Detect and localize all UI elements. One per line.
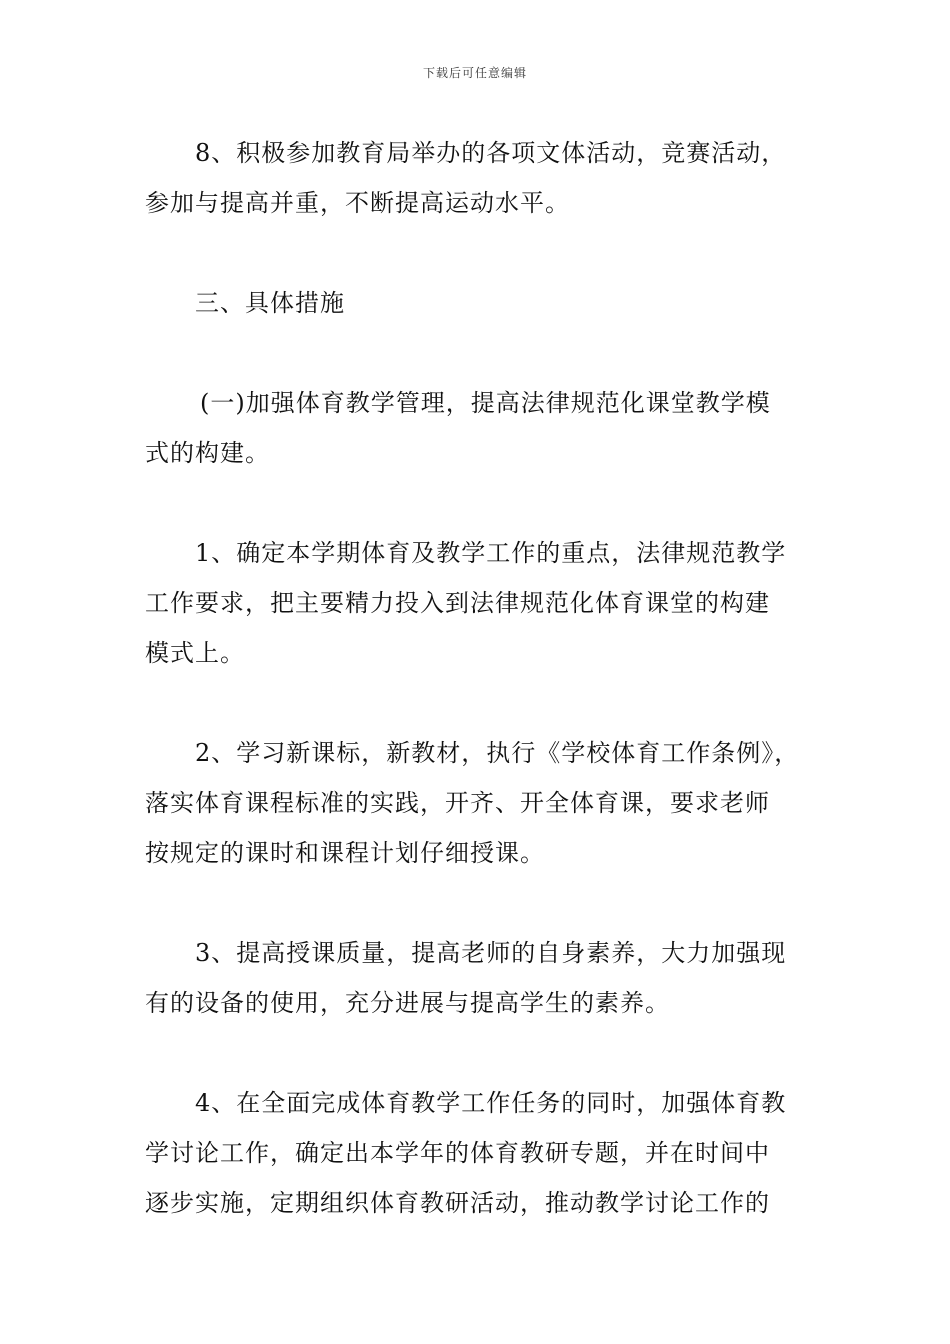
paragraph-item-8 <box>145 128 815 228</box>
text-line: 式的构建。 <box>145 439 270 467</box>
page-header: 下载后可任意编辑 <box>422 66 527 80</box>
subsection-heading-1 <box>145 378 815 478</box>
paragraph-item-3 <box>145 928 815 1028</box>
text-line: 按规定的课时和课程计划仔细授课。 <box>145 839 545 867</box>
paragraph-item-2 <box>145 728 815 878</box>
text-line: 三、具体措施 <box>195 289 345 317</box>
section-heading-measures <box>145 278 815 328</box>
text-line: (一)加强体育教学管理，提高法律规范化课堂教学模 <box>200 389 771 417</box>
paragraph-item-1 <box>145 528 815 678</box>
text-line: 工作要求，把主要精力投入到法律规范化体育课堂的构建 <box>145 589 770 617</box>
text-line: 模式上。 <box>145 639 245 667</box>
paragraph-item-4 <box>145 1078 815 1228</box>
text-line: 落实体育课程标准的实践，开齐、开全体育课，要求老师 <box>145 789 770 817</box>
text-line: 参加与提高并重，不断提高运动水平。 <box>145 189 570 217</box>
text-line: 2、学习新课标，新教材，执行《学校体育工作条例》， <box>195 739 800 767</box>
text-line: 逐步实施，定期组织体育教研活动，推动教学讨论工作的 <box>145 1189 770 1217</box>
text-line: 4、在全面完成体育教学工作任务的同时，加强体育教 <box>195 1089 787 1117</box>
document-body <box>145 128 815 1278</box>
text-line: 3、提高授课质量，提高老师的自身素养，大力加强现 <box>195 939 787 967</box>
text-line: 学讨论工作，确定出本学年的体育教研专题，并在时间中 <box>145 1139 770 1167</box>
text-line: 8、积极参加教育局举办的各项文体活动，竞赛活动， <box>195 139 787 167</box>
text-line: 有的设备的使用，充分进展与提高学生的素养。 <box>145 989 670 1017</box>
text-line: 1、确定本学期体育及教学工作的重点，法律规范教学 <box>195 539 787 567</box>
